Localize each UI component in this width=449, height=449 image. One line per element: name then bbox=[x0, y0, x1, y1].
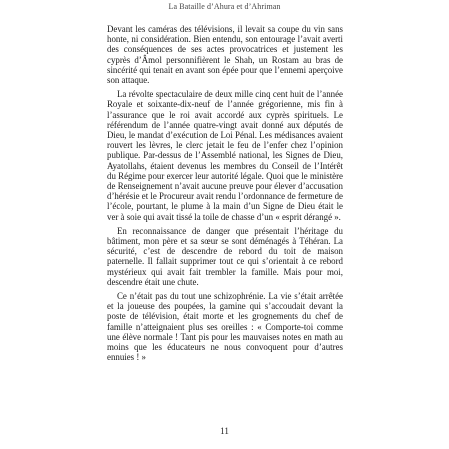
paragraph-1: Devant les caméras des télévisions, il levait sa coupe du vin sans honte, ni considération. Bien entendu, son entourage l’avait averti des conséquences de ses actes provocatrices et justement les cyprès d’Âmol personnifièrent le Shah, un Rostam au bras de sincérité qui tenait en avant son épée pour que l’ennemi aperçoive son attaque. bbox=[107, 24, 343, 86]
page-number: 11 bbox=[220, 426, 229, 436]
paragraph-2: La révolte spectaculaire de deux mille cinq cent huit de l’année Royale et soixante-dix-neuf de l’année grégorienne, mis fin à l’assurance que le roi avait accordé aux cyprès spirituels. Le référendum de l’année quatre-vingt avait donné aux députés de Dieu, le mandat d’exécution de Loi Pénal. Les médisances avaient rouvert les lèvres, le clerc jetait le feu de l’enfer chez l’opinion publique. Par-dessus de l’Assemblé national, les Signes de Dieu, Ayatollahs, étaient devenus les membres du Conseil de l’Intérêt du Régime pour exercer leur autorité légale. Quoi que le ministère de Renseignement n’avait aucune preuve pour élever d’accusation d’hérésie et le Procureur avait rendu l’ordonnance de fermeture de l’école, pourtant, le plume à la main d’un Signe de Dieu était le ver à soie qui avait tissé la toile de chasse d’un « esprit dérangé ». bbox=[107, 89, 343, 222]
body-text bbox=[107, 24, 343, 367]
paragraph-4: Ce n’était pas du tout une schizophrénie. La vie s’était arrêtée et la joueuse des poupées, la gamine qui s’accoudait devant la poste de télévision, était morte et les grognements du chef de famille n’atteignaient plus ses oreilles : « Comporte-toi comme une élève normale ! Tant pis pour les mauvaises notes en math au moins que les éducateurs ne nous convoquent pour d’autres ennuies ! » bbox=[107, 291, 343, 363]
running-head: La Bataille d’Ahura et d’Ahriman bbox=[168, 2, 281, 11]
paragraph-3: En reconnaissance de danger que présentait l’héritage du bâtiment, mon père et sa sœur se sont déménagés à Téhéran. La sécurité, c’est de descendre de rebord du toit de maison paternelle. Il fallait supprimer tout ce qui s’orientait à ce rebord mystérieux qui avait fait trembler la famille. Mais pour moi, descendre était une chute. bbox=[107, 225, 343, 287]
